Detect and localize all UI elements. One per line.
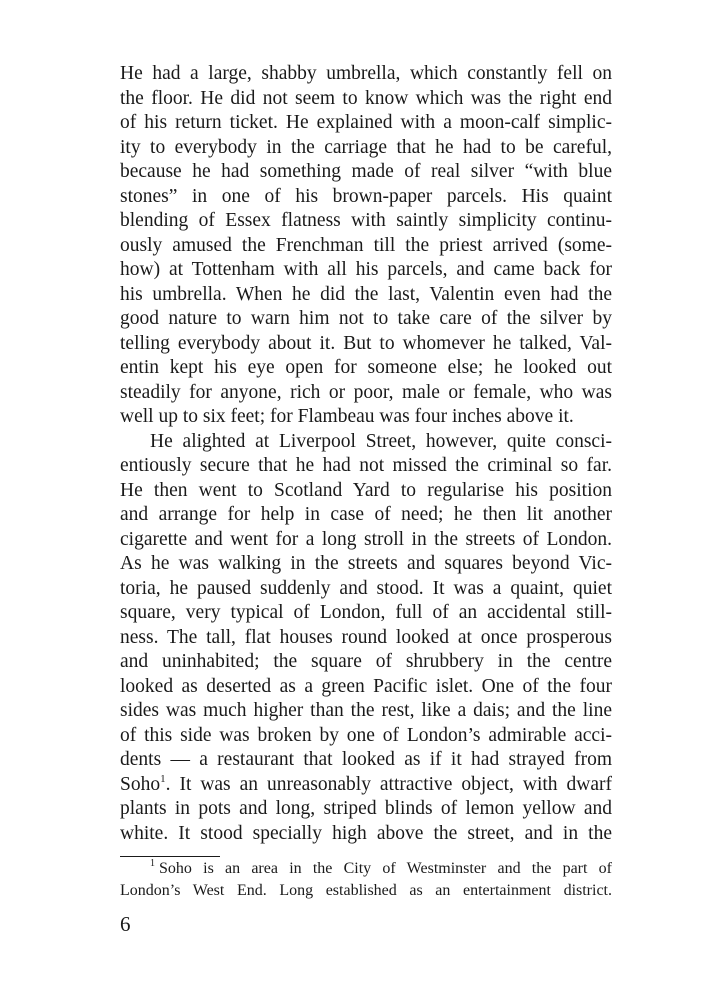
paragraph-2 [120, 430, 612, 847]
text-line: and uninhabited; the square of shrubbery in the centre [120, 651, 612, 672]
text-line: ness. The tall, flat houses round looked at once prosperous [120, 626, 612, 648]
text-line: square, very typical of London, full of an accidental still- [120, 602, 612, 623]
footnote [120, 858, 612, 902]
text-line: steadily for anyone, rich or poor, male or female, who was [120, 381, 612, 403]
page-number: 6 [120, 912, 131, 936]
footnote-marker: 1 [150, 858, 155, 869]
text-line: He had a large, shabby umbrella, which constantly fell on [120, 63, 612, 84]
text-line: and arrange for help in case of need; he then lit another [120, 504, 612, 525]
text-line: dents — a restaurant that looked as if it had strayed from [120, 749, 612, 770]
text-line: blending of Essex flatness with saintly simplicity continu- [120, 210, 612, 231]
text-line: white. It stood specially high above the street, and in the [120, 822, 612, 844]
text-line: good nature to warn him not to take care of the silver by [120, 308, 612, 329]
text-line: toria, he paused suddenly and stood. It was a quaint, quiet [120, 577, 612, 599]
text-line: because he had something made of real silver “with blue [120, 161, 612, 182]
text-line: his umbrella. When he did the last, Valentin even had the [120, 283, 612, 305]
text-line-with-footnote-ref [120, 773, 612, 798]
paragraph-1 [120, 62, 612, 430]
text-line: the floor. He did not seem to know which was the right end [120, 87, 612, 109]
text-line: ously amused the Frenchman till the priest arrived (some- [120, 234, 612, 256]
text-line-rest: . It was an unreasonably attractive object, with dwarf [165, 773, 612, 795]
text-line: He then went to Scotland Yard to regularise his position [120, 479, 612, 501]
footnote-divider [120, 856, 220, 857]
text-line: how) at Tottenham with all his parcels, and came back for [120, 259, 612, 280]
text-line: cigarette and went for a long stroll in the streets of London. [120, 528, 612, 550]
text-line: entiously secure that he had not missed the criminal so far. [120, 455, 612, 476]
text-line: He alighted at Liverpool Street, however, quite consci- [150, 430, 612, 452]
text-line: plants in pots and long, striped blinds of lemon yellow and [120, 798, 612, 819]
text-line: looked as deserted as a green Pacific islet. One of the four [120, 675, 612, 697]
soho-word: Soho [120, 773, 161, 795]
text-line: entin kept his eye open for someone else; he looked out [120, 357, 612, 378]
footnote-text: Soho is an area in the City of Westminster and the part of [159, 860, 612, 877]
text-line: telling everybody about it. But to whomever he talked, Val- [120, 332, 612, 354]
text-line: As he was walking in the streets and squares beyond Vic- [120, 553, 612, 574]
body-text [120, 62, 612, 846]
text-line: ity to everybody in the carriage that he had to be careful, [120, 136, 612, 158]
footnote-line [120, 858, 612, 880]
text-line: well up to six feet; for Flambeau was four inches above it. [120, 406, 574, 427]
text-line: stones” in one of his brown-paper parcels. His quaint [120, 185, 612, 207]
text-line: of this side was broken by one of London’s admirable acci- [120, 724, 612, 746]
footnote-line: London’s West End. Long established as an entertainment district. [120, 882, 612, 899]
text-line: sides was much higher than the rest, like a dais; and the line [120, 700, 612, 721]
footnote-reference[interactable]: 1 [160, 772, 166, 785]
text-line: of his return ticket. He explained with a moon-calf simplic- [120, 112, 612, 133]
